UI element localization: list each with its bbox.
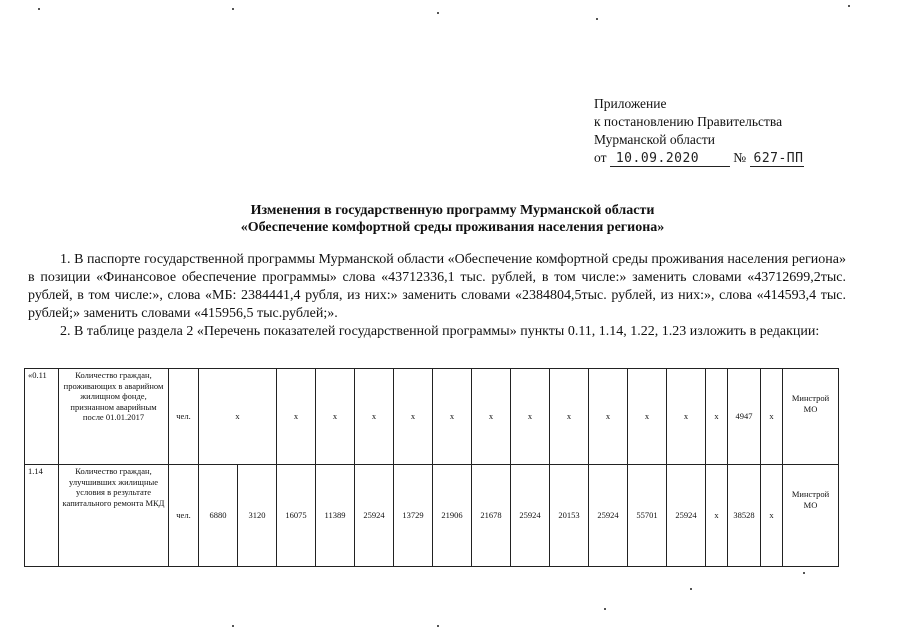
row-responsible: Минстрой МО [783, 465, 839, 567]
row-value: 55701 [628, 465, 667, 567]
number-label: № [733, 150, 747, 165]
row-value: 20153 [550, 465, 589, 567]
scan-speck [38, 8, 40, 10]
row-value: х [277, 369, 316, 465]
document-title-line-1: Изменения в государственную программу Мурманской области [250, 203, 655, 218]
appendix-line-3: Мурманской области [594, 132, 715, 147]
row-unit: чел. [169, 465, 199, 567]
indicators-table [24, 368, 839, 567]
row-value: х [472, 369, 511, 465]
appendix-date-line [594, 149, 804, 167]
scan-speck [848, 5, 850, 7]
row-value: х [550, 369, 589, 465]
appendix-header [594, 95, 804, 167]
row-value: 38528 [728, 465, 761, 567]
appendix-line-2: к постановлению Правительства [594, 114, 783, 129]
row-value: х [394, 369, 433, 465]
row-description: Количество граждан, улучшивших жилищные условия в результате капитального ремонта МКД [59, 465, 169, 567]
paragraph-2: 2. В таблице раздела 2 «Перечень показателей государственной программы» пункты 0.11, 1.14, 1.22, 1.23 изложить в редакции: [60, 324, 820, 339]
row-value: 3120 [238, 465, 277, 567]
from-label: от [594, 150, 607, 165]
scan-speck [437, 625, 439, 627]
row-value: х [199, 369, 277, 465]
row-value: 6880 [199, 465, 238, 567]
row-responsible: Минстрой МО [783, 369, 839, 465]
row-number: «0.11 [25, 369, 59, 465]
resolution-number: 627-ПП [750, 151, 804, 167]
scan-speck [604, 608, 606, 610]
row-value: х [706, 369, 728, 465]
scan-speck [232, 8, 234, 10]
row-value: х [589, 369, 628, 465]
row-value: х [316, 369, 355, 465]
scan-speck [596, 18, 598, 20]
resolution-date: 10.09.2020 [610, 151, 730, 167]
row-value: 4947 [728, 369, 761, 465]
row-value: 25924 [511, 465, 550, 567]
row-number: 1.14 [25, 465, 59, 567]
row-value: х [761, 465, 783, 567]
scan-speck [232, 625, 234, 627]
row-value: х [667, 369, 706, 465]
row-unit: чел. [169, 369, 199, 465]
row-value: х [433, 369, 472, 465]
appendix-line-1: Приложение [594, 96, 667, 111]
row-value: х [511, 369, 550, 465]
row-value: 13729 [394, 465, 433, 567]
scan-speck [437, 12, 439, 14]
row-value: 25924 [667, 465, 706, 567]
row-value: х [355, 369, 394, 465]
table-row [25, 465, 839, 567]
scan-speck [803, 572, 805, 574]
table-row [25, 369, 839, 465]
row-value: х [706, 465, 728, 567]
scan-speck [690, 588, 692, 590]
row-value: 25924 [355, 465, 394, 567]
row-description: Количество граждан, проживающих в аварийном жилищном фонде, признанном аварийным после 01.01.2017 [59, 369, 169, 465]
row-value: 16075 [277, 465, 316, 567]
row-value: 21906 [433, 465, 472, 567]
row-value: х [761, 369, 783, 465]
row-value: 21678 [472, 465, 511, 567]
row-value: 11389 [316, 465, 355, 567]
row-value: х [628, 369, 667, 465]
document-title-line-2: «Обеспечение комфортной среды проживания населения региона» [240, 220, 665, 235]
paragraph-1: 1. В паспорте государственной программы Мурманской области «Обеспечение комфортной среды проживания населения региона» в позиции «Финансовое обеспечение программы» слова «43712336,1 тыс. рублей, в том числе:» заменить словами «43712699,2тыс. рублей, в том числе:», слова «МБ: 2384441,4 рубля, из них:» заменить словами «2384804,5тыс. рублей, из них:», слова «414593,4 тыс. рублей;» заменить словами «415956,5 тыс.рублей;». [28, 252, 846, 321]
row-value: 25924 [589, 465, 628, 567]
